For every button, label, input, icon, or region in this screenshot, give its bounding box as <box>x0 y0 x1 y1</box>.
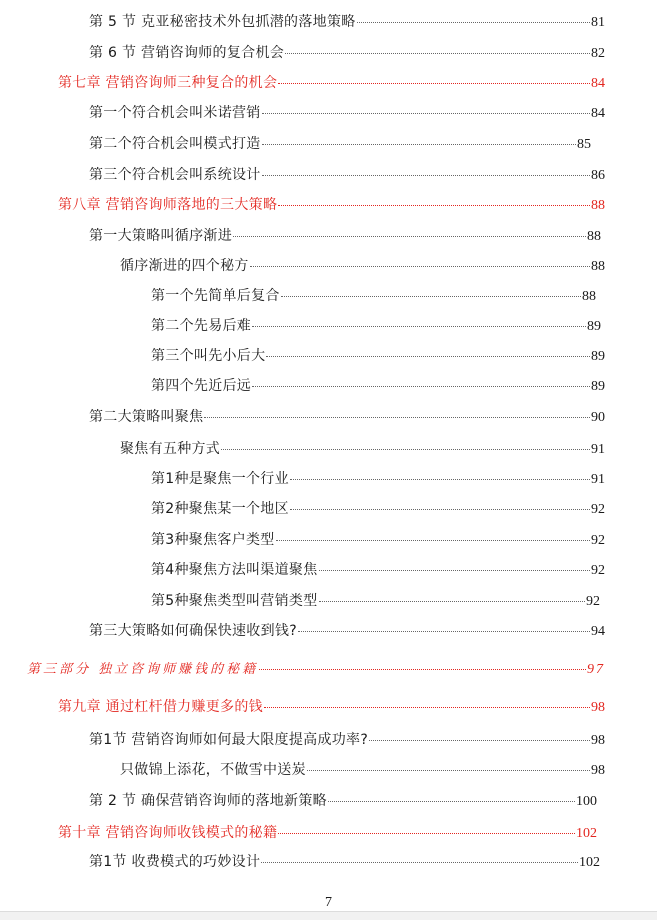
toc-entry[interactable] <box>89 104 605 123</box>
toc-entry-title: 第三部分 独立咨询师赚钱的秘籍 <box>27 662 259 677</box>
leader-dots <box>285 52 590 54</box>
leader-dots <box>250 265 590 267</box>
toc-entry[interactable] <box>151 561 605 580</box>
leader-dots <box>261 861 578 863</box>
toc-part-entry[interactable] <box>27 661 605 679</box>
toc-entry-page: 92 <box>591 563 605 578</box>
toc-entry-title: 第四个先近后远 <box>151 378 252 394</box>
leader-dots <box>252 385 590 387</box>
toc-entry-title: 第 5 节 克亚秘密技术外包抓潜的落地策略 <box>89 14 356 30</box>
toc-entry-title: 第1节 收费模式的巧妙设计 <box>89 854 261 870</box>
toc-entry-title: 第5种聚焦类型叫营销类型 <box>151 593 318 609</box>
toc-chapter-entry[interactable] <box>58 196 605 215</box>
toc-entry[interactable] <box>89 792 597 811</box>
toc-entry[interactable] <box>151 287 596 306</box>
toc-entry-page: 100 <box>576 794 597 809</box>
toc-entry-title: 第4种聚焦方法叫渠道聚焦 <box>151 562 318 578</box>
toc-entry-title: 第九章 通过杠杆借力赚更多的钱 <box>58 699 263 715</box>
toc-entry-title: 循序渐进的四个秘方 <box>120 258 249 274</box>
leader-dots <box>290 478 590 480</box>
leader-dots <box>262 143 576 145</box>
leader-dots <box>262 174 590 176</box>
leader-dots <box>259 668 586 670</box>
toc-entry-title: 第二个先易后难 <box>151 318 252 334</box>
leader-dots <box>298 630 590 632</box>
toc-entry-page: 98 <box>591 733 605 748</box>
toc-entry-title: 第八章 营销咨询师落地的三大策略 <box>58 197 278 213</box>
toc-entry-page: 98 <box>591 763 605 778</box>
toc-entry[interactable] <box>89 44 605 63</box>
toc-entry-title: 第1节 营销咨询师如何最大限度提高成功率? <box>89 732 369 748</box>
toc-entry-page: 89 <box>587 319 601 334</box>
toc-entry-page: 91 <box>591 442 605 457</box>
toc-entry-page: 88 <box>591 259 605 274</box>
toc-entry-title: 第2种聚焦某一个地区 <box>151 501 289 517</box>
leader-dots <box>264 706 590 708</box>
leader-dots <box>252 325 586 327</box>
toc-entry-title: 第七章 营销咨询师三种复合的机会 <box>58 75 278 91</box>
toc-entry-page: 92 <box>591 502 605 517</box>
toc-entry-page: 89 <box>591 379 605 394</box>
toc-chapter-entry[interactable] <box>58 698 605 717</box>
leader-dots <box>262 112 590 114</box>
leader-dots <box>290 508 590 510</box>
toc-entry-page: 92 <box>591 533 605 548</box>
toc-entry-page: 88 <box>582 289 596 304</box>
toc-entry-page: 88 <box>587 229 601 244</box>
toc-entry[interactable] <box>89 622 605 641</box>
toc-entry-title: 第 6 节 营销咨询师的复合机会 <box>89 45 285 61</box>
toc-entry-page: 88 <box>591 198 605 213</box>
toc-entry[interactable] <box>151 500 605 519</box>
toc-chapter-entry[interactable] <box>58 74 605 93</box>
toc-entry-title: 第二大策略叫聚焦 <box>89 409 204 425</box>
toc-entry-page: 84 <box>591 106 605 121</box>
toc-entry[interactable] <box>89 731 605 750</box>
toc-entry[interactable] <box>151 317 601 336</box>
toc-entry-page: 84 <box>591 76 605 91</box>
toc-entry[interactable] <box>89 166 605 185</box>
toc-entry[interactable] <box>151 592 600 611</box>
toc-entry-title: 第二个符合机会叫模式打造 <box>89 136 261 152</box>
toc-entry-page: 94 <box>591 624 605 639</box>
toc-entry-page: 97 <box>587 662 605 677</box>
toc-entry-title: 第3种聚焦客户类型 <box>151 532 275 548</box>
toc-entry-page: 81 <box>591 15 605 30</box>
leader-dots <box>221 448 590 450</box>
toc-entry-page: 98 <box>591 700 605 715</box>
toc-entry-title: 第三大策略如何确保快速收到钱? <box>89 623 297 639</box>
toc-entry[interactable] <box>89 13 605 32</box>
toc-entry-page: 102 <box>576 826 597 841</box>
toc-entry[interactable] <box>89 853 600 872</box>
toc-entry-title: 第三个符合机会叫系统设计 <box>89 167 261 183</box>
toc-entry-title: 第一个先简单后复合 <box>151 288 280 304</box>
toc-entry-page: 90 <box>591 410 605 425</box>
toc-entry[interactable] <box>120 440 605 459</box>
toc-entry-page: 89 <box>591 349 605 364</box>
leader-dots <box>357 21 590 23</box>
leader-dots <box>369 739 590 741</box>
leader-dots <box>281 295 581 297</box>
leader-dots <box>278 204 590 206</box>
toc-entry-page: 85 <box>577 137 591 152</box>
toc-entry-page: 82 <box>591 46 605 61</box>
toc-entry[interactable] <box>120 761 605 780</box>
toc-entry-page: 92 <box>586 594 600 609</box>
leader-dots <box>233 235 586 237</box>
leader-dots <box>276 539 590 541</box>
toc-entry-page: 86 <box>591 168 605 183</box>
toc-entry[interactable] <box>151 347 605 366</box>
toc-entry-page: 102 <box>579 855 600 870</box>
toc-entry[interactable] <box>89 408 605 427</box>
leader-dots <box>319 600 585 602</box>
leader-dots <box>307 769 590 771</box>
page-number: 7 <box>325 895 332 910</box>
toc-entry-page: 91 <box>591 472 605 487</box>
toc-entry-title: 第三个叫先小后大 <box>151 348 266 364</box>
leader-dots <box>319 569 590 571</box>
toc-entry-title: 第一个符合机会叫米诺营销 <box>89 105 261 121</box>
toc-entry[interactable] <box>151 531 605 550</box>
leader-dots <box>266 355 590 357</box>
toc-chapter-entry[interactable] <box>58 824 597 843</box>
toc-entry[interactable] <box>120 257 605 276</box>
leader-dots <box>204 416 590 418</box>
toc-entry-title: 第十章 营销咨询师收钱模式的秘籍 <box>58 825 278 841</box>
toc-entry[interactable] <box>151 377 605 396</box>
leader-dots <box>278 832 575 834</box>
leader-dots <box>278 82 590 84</box>
toc-entry[interactable] <box>151 470 605 489</box>
toc-entry-title: 第1种是聚焦一个行业 <box>151 471 289 487</box>
toc-entry-title: 只做锦上添花，不做雪中送炭 <box>120 762 306 778</box>
toc-entry-title: 第 2 节 确保营销咨询师的落地新策略 <box>89 793 327 809</box>
leader-dots <box>328 800 575 802</box>
toc-entry[interactable] <box>89 227 601 246</box>
toc-entry-title: 聚焦有五种方式 <box>120 441 221 457</box>
toc-entry[interactable] <box>89 135 591 154</box>
toc-entry-title: 第一大策略叫循序渐进 <box>89 228 232 244</box>
